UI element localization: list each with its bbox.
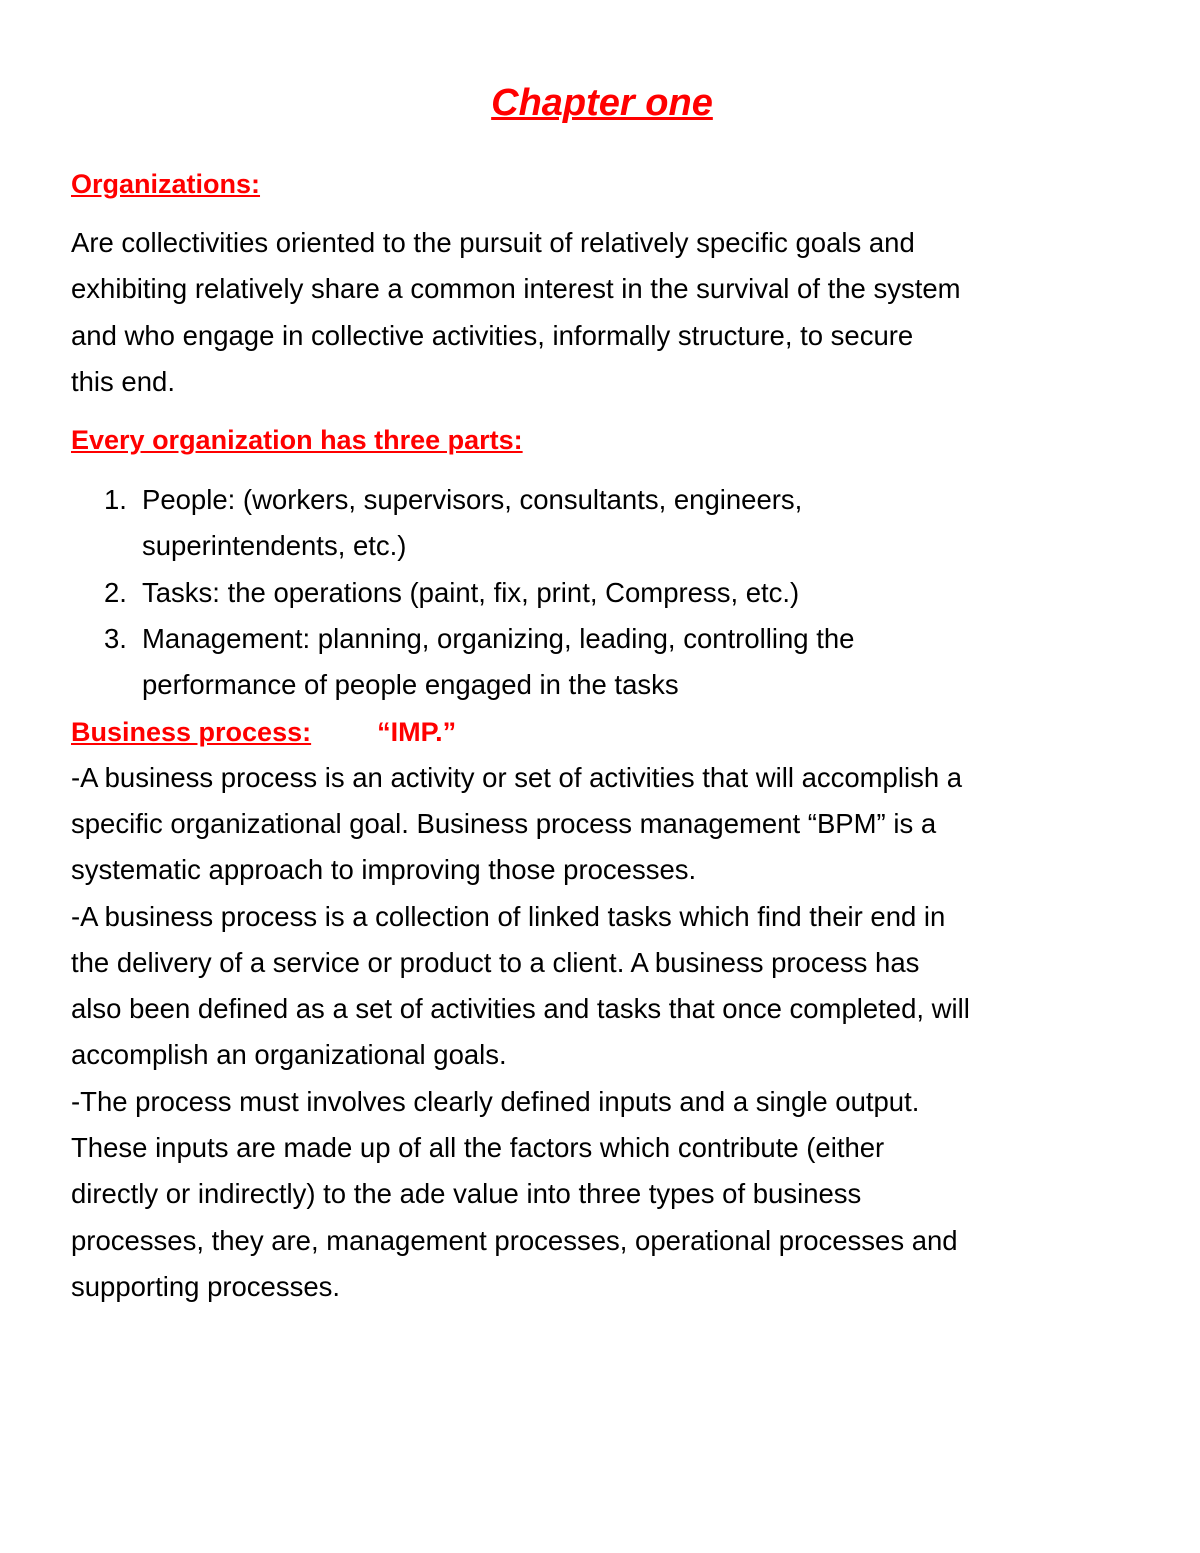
page-title: Chapter one	[491, 82, 713, 124]
text-line: the delivery of a service or product to a client. A business process has	[71, 946, 920, 978]
list-item-text: Tasks: the operations (paint, fix, print, Compress, etc.)	[142, 576, 800, 608]
list-item-text: Management: planning, organizing, leading, controlling the	[142, 623, 855, 655]
text-line: -A business process is a collection of linked tasks which find their end in	[71, 900, 946, 932]
list-item	[71, 616, 1133, 709]
document-page	[71, 78, 1133, 1310]
list-number: 3.	[104, 623, 127, 655]
business-process-heading-label: Business process:	[71, 716, 312, 747]
business-process-body	[71, 755, 1133, 1311]
parts-heading: Every organization has three parts:	[71, 425, 523, 456]
business-process-heading	[71, 709, 1133, 755]
text-line: processes, they are, management processes, operational processes and	[71, 1224, 958, 1256]
text-line: systematic approach to improving those processes.	[71, 854, 697, 886]
text-line: this end.	[71, 365, 175, 397]
imp-tag: “IMP.”	[377, 716, 457, 747]
text-line: -A business process is an activity or set of activities that will accomplish a	[71, 761, 963, 793]
text-line: exhibiting relatively share a common interest in the survival of the system	[71, 273, 961, 305]
organizations-heading: Organizations:	[71, 169, 261, 199]
list-item	[71, 477, 1133, 570]
text-line: These inputs are made up of all the factors which contribute (either	[71, 1132, 885, 1164]
organizations-definition	[71, 220, 1133, 405]
text-line: specific organizational goal. Business process management “BPM” is a	[71, 807, 937, 839]
parts-list	[71, 477, 1133, 708]
text-line: also been defined as a set of activities and tasks that once completed, will	[71, 993, 970, 1025]
text-line: accomplish an organizational goals.	[71, 1039, 507, 1071]
text-line: directly or indirectly) to the ade value into three types of business	[71, 1178, 862, 1210]
list-number: 2.	[104, 576, 127, 608]
list-item	[71, 570, 1133, 616]
text-line: -The process must involves clearly defined inputs and a single output.	[71, 1085, 920, 1117]
text-line: and who engage in collective activities, informally structure, to secure	[71, 319, 914, 351]
list-item-text: superintendents, etc.)	[142, 530, 407, 562]
list-number: 1.	[104, 484, 127, 516]
list-item-text: People: (workers, supervisors, consultants, engineers,	[142, 484, 803, 516]
text-line: supporting processes.	[71, 1270, 341, 1302]
list-item-text: performance of people engaged in the tasks	[142, 669, 679, 701]
text-line: Are collectivities oriented to the pursuit of relatively specific goals and	[71, 227, 915, 258]
